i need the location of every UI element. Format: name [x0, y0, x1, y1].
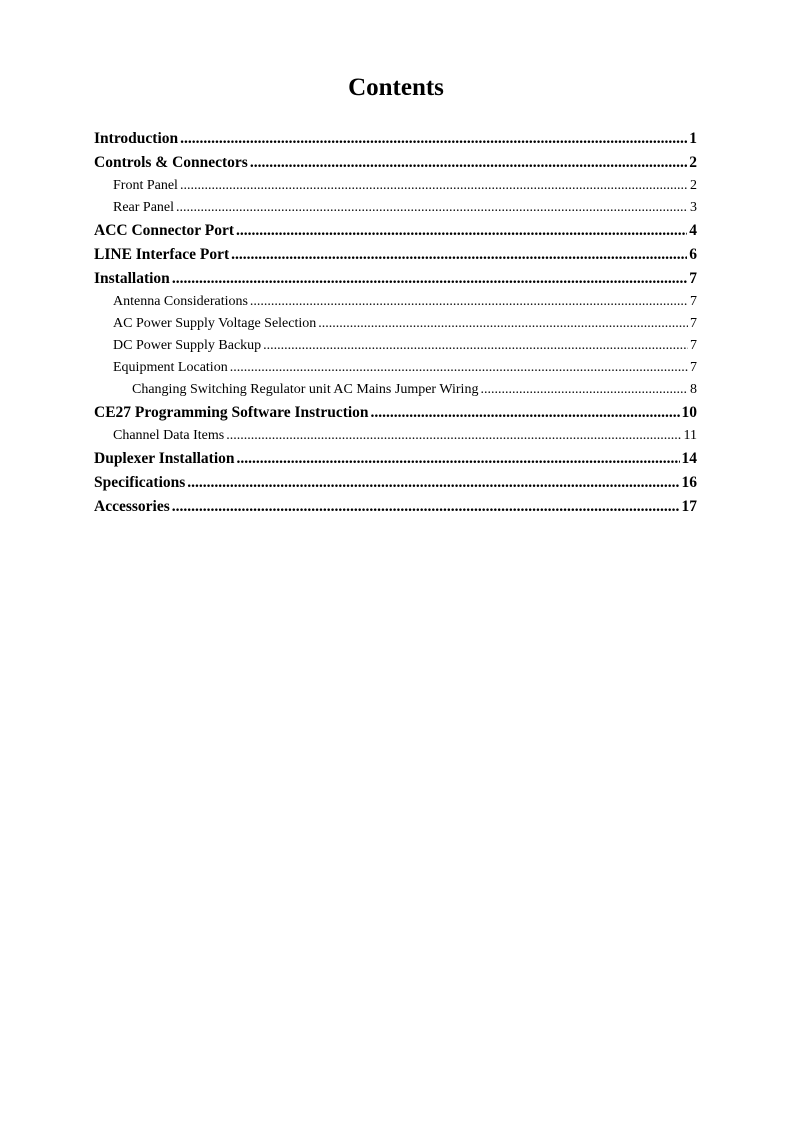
toc-dot-leader	[263, 335, 688, 357]
toc-page-number: 6	[689, 246, 697, 263]
toc-page-number: 4	[689, 222, 697, 239]
toc-entry-introduction[interactable]	[94, 127, 697, 151]
toc-page-number: 16	[681, 474, 697, 491]
toc-entry-title: AC Power Supply Voltage Selection	[113, 316, 317, 331]
toc-dot-leader	[250, 151, 687, 175]
toc-entry-title: DC Power Supply Backup	[113, 338, 262, 353]
toc-entry-front-panel[interactable]	[94, 175, 697, 197]
toc-dot-leader	[371, 401, 680, 425]
toc-entry-equipment-location[interactable]	[94, 357, 697, 379]
toc-entry-title: CE27 Programming Software Instruction	[94, 404, 369, 421]
toc-entry-title: Antenna Considerations	[113, 294, 248, 309]
toc-dot-leader	[172, 495, 680, 519]
toc-entry-title: LINE Interface Port	[94, 246, 230, 263]
page-title: Contents	[348, 74, 444, 101]
toc-page-number: 7	[690, 360, 697, 375]
toc-entry-specifications[interactable]	[94, 471, 697, 495]
toc-page-number: 2	[690, 178, 697, 193]
toc-page-number: 2	[689, 154, 697, 171]
toc-dot-leader	[250, 291, 688, 313]
toc-entry-title: Equipment Location	[113, 360, 228, 375]
table-of-contents	[94, 127, 697, 519]
toc-page-number: 10	[681, 404, 697, 421]
toc-entry-accessories[interactable]	[94, 495, 697, 519]
toc-page-number: 11	[683, 428, 697, 443]
toc-page-number: 14	[681, 450, 697, 467]
toc-entry-title: Installation	[94, 270, 170, 287]
toc-entry-acc-connector-port[interactable]	[94, 219, 697, 243]
toc-entry-title: Introduction	[94, 130, 179, 147]
toc-entry-title: Front Panel	[113, 178, 178, 193]
toc-dot-leader	[230, 357, 688, 379]
toc-entry-controls-connectors[interactable]	[94, 151, 697, 175]
toc-entry-title: Controls & Connectors	[94, 154, 248, 171]
toc-entry-title: Specifications	[94, 474, 186, 491]
toc-entry-ce27-programming-software[interactable]	[94, 401, 697, 425]
toc-dot-leader	[172, 267, 687, 291]
toc-entry-title: Duplexer Installation	[94, 450, 235, 467]
toc-dot-leader	[480, 379, 688, 401]
toc-dot-leader	[187, 471, 679, 495]
toc-page-number: 7	[689, 270, 697, 287]
toc-entry-title: ACC Connector Port	[94, 222, 235, 239]
toc-entry-title: Accessories	[94, 498, 170, 515]
toc-entry-duplexer-installation[interactable]	[94, 447, 697, 471]
toc-page-number: 8	[690, 382, 697, 397]
toc-dot-leader	[318, 313, 688, 335]
toc-page-number: 3	[690, 200, 697, 215]
toc-page-number: 7	[690, 338, 697, 353]
toc-dot-leader	[176, 197, 688, 219]
toc-entry-title: Rear Panel	[113, 200, 175, 215]
toc-entry-changing-switching-regulator[interactable]	[94, 379, 697, 401]
toc-entry-rear-panel[interactable]	[94, 197, 697, 219]
toc-dot-leader	[236, 219, 687, 243]
toc-dot-leader	[231, 243, 687, 267]
toc-dot-leader	[180, 175, 688, 197]
toc-entry-title: Changing Switching Regulator unit AC Mains Jumper Wiring	[132, 382, 479, 397]
toc-entry-installation[interactable]	[94, 267, 697, 291]
toc-entry-channel-data-items[interactable]	[94, 425, 697, 447]
toc-entry-title: Channel Data Items	[113, 428, 225, 443]
toc-dot-leader	[237, 447, 680, 471]
toc-entry-ac-power-supply[interactable]	[94, 313, 697, 335]
toc-page-number: 17	[681, 498, 697, 515]
toc-page-number: 7	[690, 316, 697, 331]
toc-entry-antenna-considerations[interactable]	[94, 291, 697, 313]
toc-page-number: 7	[690, 294, 697, 309]
toc-dot-leader	[180, 127, 687, 151]
toc-entry-line-interface-port[interactable]	[94, 243, 697, 267]
toc-dot-leader	[226, 425, 681, 447]
toc-entry-dc-power-supply[interactable]	[94, 335, 697, 357]
toc-page-number: 1	[689, 130, 697, 147]
